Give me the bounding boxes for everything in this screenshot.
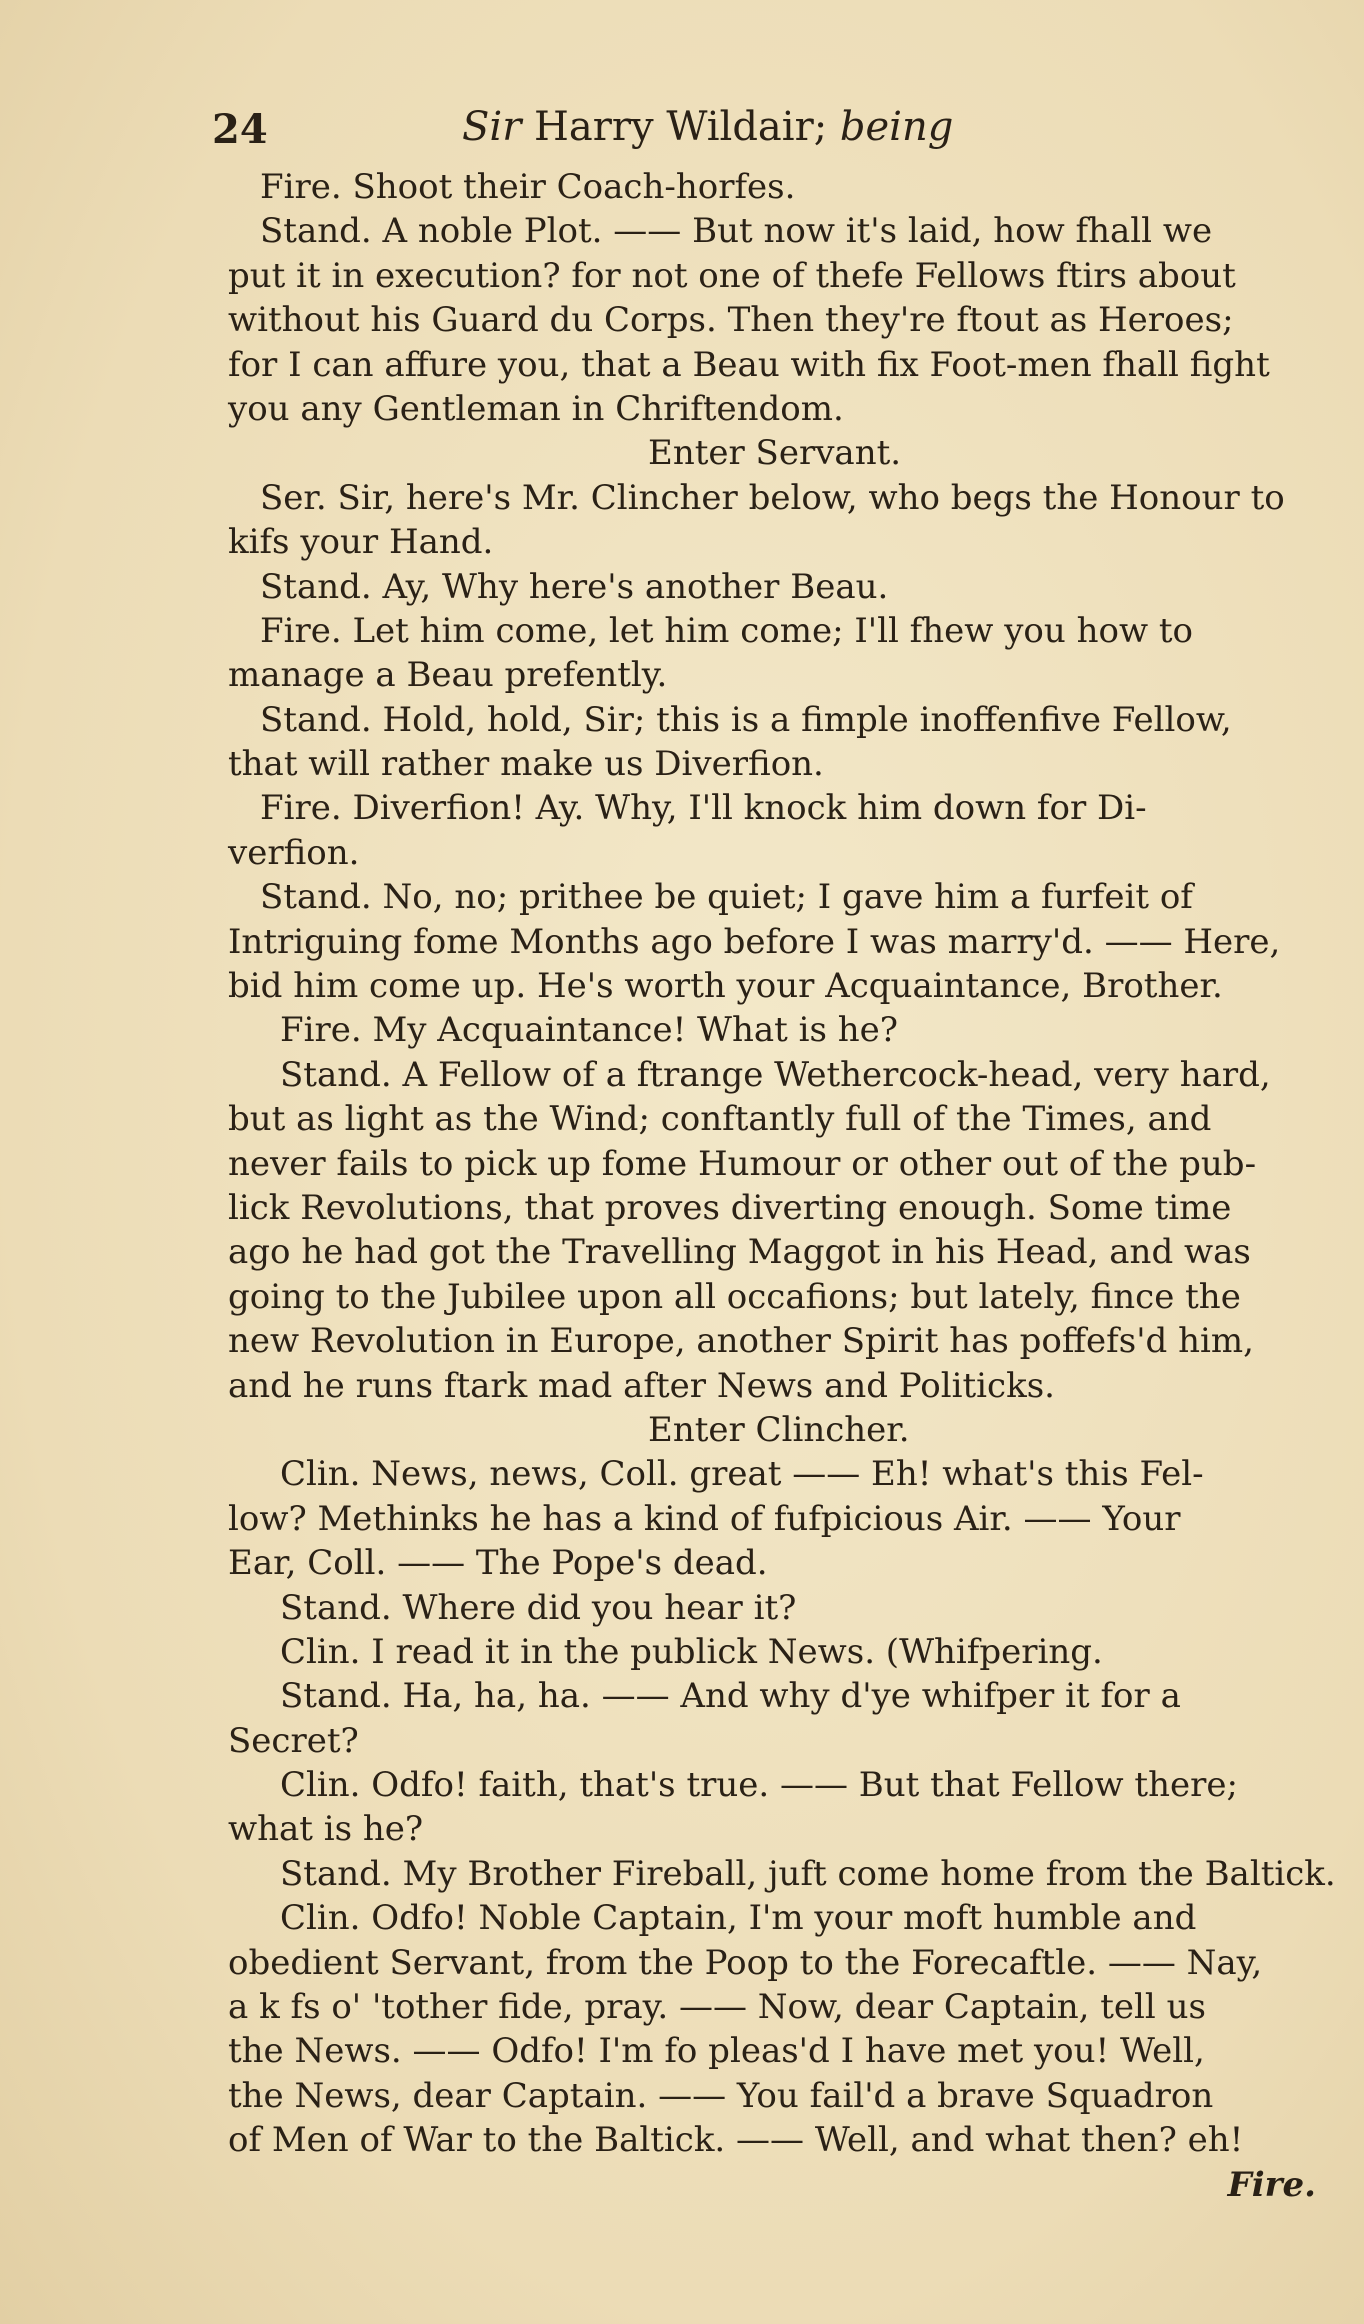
play-text [228, 165, 1336, 2207]
text-line: put it in execution? for not one of thefe Fellows ftirs about [228, 255, 1236, 296]
text-line: Clin. News, news, Coll. great —— Eh! what's this Fel- [280, 1454, 1204, 1495]
text-line: Stand. My Brother Fireball, juft come home from the Baltick. [280, 1853, 1336, 1894]
text-line: Ear, Coll. —— The Pope's dead. [228, 1543, 768, 1584]
text-line: that will rather make us Diverfion. [228, 744, 824, 785]
text-line: never fails to pick up fome Humour or other out of the pub- [228, 1143, 1257, 1184]
running-title-italic-2: being [839, 104, 954, 150]
text-line: what is he? [228, 1809, 424, 1850]
text-line: Stand. Ha, ha, ha. —— And why d'ye whifper it for a [280, 1676, 1181, 1717]
text-line: kifs your Hand. [228, 522, 494, 563]
text-line: bid him come up. He's worth your Acquaintance, Brother. [228, 966, 1223, 1007]
text-line: ago he had got the Travelling Maggot in his Head, and was [228, 1232, 1251, 1273]
text-line: low? Methinks he has a kind of fufpicious Air. —— Your [228, 1498, 1181, 1539]
text-line: lick Revolutions, that proves diverting enough. Some time [228, 1187, 1232, 1228]
text-line: but as light as the Wind; conftantly full of the Times, and [228, 1099, 1212, 1140]
text-line: Stand. A Fellow of a ftrange Wethercock-head, very hard, [280, 1054, 1271, 1095]
text-line: Stand. Where did you hear it? [280, 1587, 797, 1628]
text-line: going to the Jubilee upon all occafions; but lately, fince the [228, 1276, 1241, 1317]
text-line: new Revolution in Europe, another Spirit has poffefs'd him, [228, 1321, 1254, 1362]
text-line: Stand. Hold, hold, Sir; this is a fimple inoffenfive Fellow, [260, 699, 1232, 740]
text-line: a k fs o' 'tother fide, pray. —— Now, dear Captain, tell us [228, 1987, 1206, 2028]
text-line: Stand. Ay, Why here's another Beau. [260, 566, 889, 607]
catchword: Fire. [1227, 2164, 1316, 2205]
text-line: verfion. [228, 832, 360, 873]
text-line: without his Guard du Corps. Then they're ftout as Heroes; [228, 300, 1234, 341]
running-title-italic-1: Sir [462, 104, 522, 150]
text-line: you any Gentleman in Chriftendom. [228, 388, 844, 429]
text-line: Ser. Sir, here's Mr. Clincher below, who begs the Honour to [260, 477, 1285, 518]
text-line: Stand. A noble Plot. —— But now it's laid, how fhall we [260, 211, 1213, 252]
text-line: the News. —— Odfo! I'm fo pleas'd I have met you! Well, [228, 2031, 1205, 2072]
text-line: and he runs ftark mad after News and Politicks. [228, 1365, 1055, 1406]
text-line: for I can affure you, that a Beau with fix Foot-men fhall fight [228, 344, 1270, 385]
running-head [212, 100, 1032, 160]
text-line: Fire. Shoot their Coach-horfes. [260, 167, 796, 207]
text-line: the News, dear Captain. —— You fail'd a brave Squadron [228, 2075, 1214, 2116]
text-line: Clin. Odfo! faith, that's true. —— But that Fellow there; [280, 1765, 1238, 1806]
text-line: Stand. No, no; prithee be quiet; I gave him a furfeit of [260, 877, 1193, 918]
stage-direction: Enter Servant. [648, 433, 902, 474]
page-number: 24 [212, 106, 268, 153]
text-line: Fire. Diverfion! Ay. Why, I'll knock him down for Di- [260, 788, 1147, 829]
text-line: of Men of War to the Baltick. —— Well, and what then? eh! [228, 2120, 1244, 2161]
text-line: manage a Beau prefently. [228, 655, 668, 696]
running-title [462, 104, 953, 150]
running-title-main: Harry Wildair; [534, 104, 828, 150]
text-line: Secret? [228, 1720, 359, 1761]
text-line: Fire. Let him come, let him come; I'll fhew you how to [260, 610, 1193, 651]
text-line: obedient Servant, from the Poop to the Forecaftle. —— Nay, [228, 1942, 1263, 1983]
text-line: Fire. My Acquaintance! What is he? [280, 1010, 899, 1051]
stage-direction: Enter Clincher. [648, 1409, 910, 1450]
text-line: Intriguing fome Months ago before I was marry'd. —— Here, [228, 921, 1281, 962]
text-line: Clin. I read it in the publick News. (Whifpering. [280, 1631, 1103, 1672]
text-line: Clin. Odfo! Noble Captain, I'm your moft humble and [280, 1898, 1197, 1939]
